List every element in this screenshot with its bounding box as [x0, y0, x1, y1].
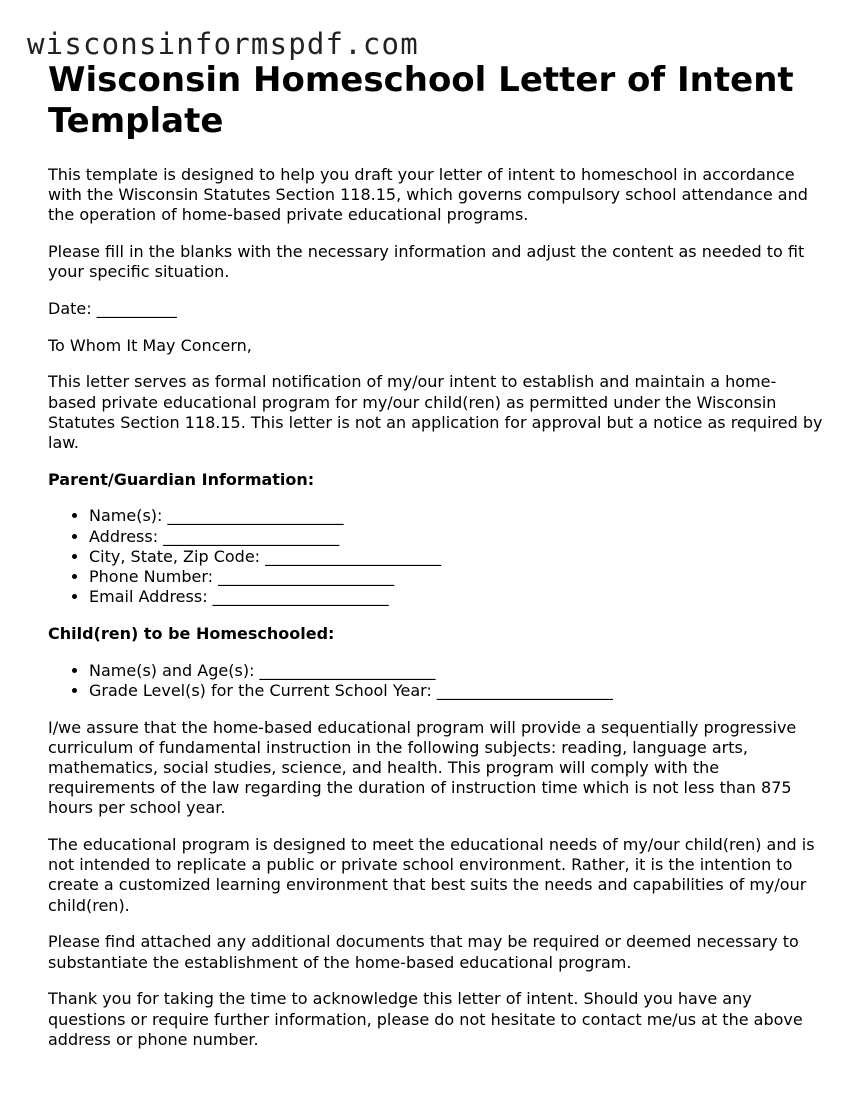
curriculum-paragraph: I/we assure that the home-based educational program will provide a sequentially progressive curriculum of fundamental instruction in the following subjects: reading, language arts, mathematics, social studies, science, and health. This program will comply with the requirements of the law regarding the duration of instruction time which is not less than 875 hours per school year.	[48, 717, 797, 818]
letter-template	[48, 60, 823, 1050]
instructions-paragraph: Please fill in the blanks with the necessary information and adjust the content as needed to fit your specific situation.	[48, 242, 805, 282]
child-name-age-field: • Name(s) and Age(s): ______________________	[89, 661, 823, 681]
children-info-list	[48, 661, 823, 701]
site-watermark: wisconsinformspdf.com	[27, 27, 419, 61]
program-purpose-paragraph: The educational program is designed to meet the educational needs of my/our child(ren) and is not intended to replicate a public or private school environment. Rather, it is the intention to create a customized learning environment that best suits the needs and capabilities of my/our child(ren).	[48, 835, 815, 915]
parent-address-field: • Address: ______________________	[89, 527, 823, 547]
closing-paragraph: Thank you for taking the time to acknowledge this letter of intent. Should you have any questions or require further information, please do not hesitate to contact me/us at the above address or phone number.	[48, 989, 803, 1049]
parent-info-list	[48, 506, 823, 607]
notification-paragraph: This letter serves as formal notification of my/our intent to establish and maintain a home-based private educational program for my/our child(ren) as permitted under the Wisconsin Statutes Section 118.15. This letter is not an application for approval but a notice as required by law.	[48, 372, 823, 453]
salutation: To Whom It May Concern,	[48, 335, 252, 355]
intro-paragraph: This template is designed to help you draft your letter of intent to homeschool in accordance with the Wisconsin Statutes Section 118.15, which governs compulsory school attendance and the operation of home-based private educational programs.	[48, 165, 808, 225]
parent-section-heading: Parent/Guardian Information:	[48, 469, 315, 489]
parent-city-state-zip-field: • City, State, Zip Code: ______________________	[89, 547, 823, 567]
parent-email-field: • Email Address: ______________________	[89, 587, 823, 607]
children-section-heading: Child(ren) to be Homeschooled:	[48, 623, 335, 643]
attachments-paragraph: Please find attached any additional documents that may be required or deemed necessary to substantiate the establishment of the home-based educational program.	[48, 932, 799, 972]
child-grade-level-field: • Grade Level(s) for the Current School Year: ______________________	[89, 681, 823, 701]
date-line: Date: __________	[48, 299, 177, 319]
parent-phone-field: • Phone Number: ______________________	[89, 567, 823, 587]
parent-name-field: • Name(s): ______________________	[89, 506, 823, 526]
document-title: Wisconsin Homeschool Letter of Intent Template	[48, 60, 794, 141]
